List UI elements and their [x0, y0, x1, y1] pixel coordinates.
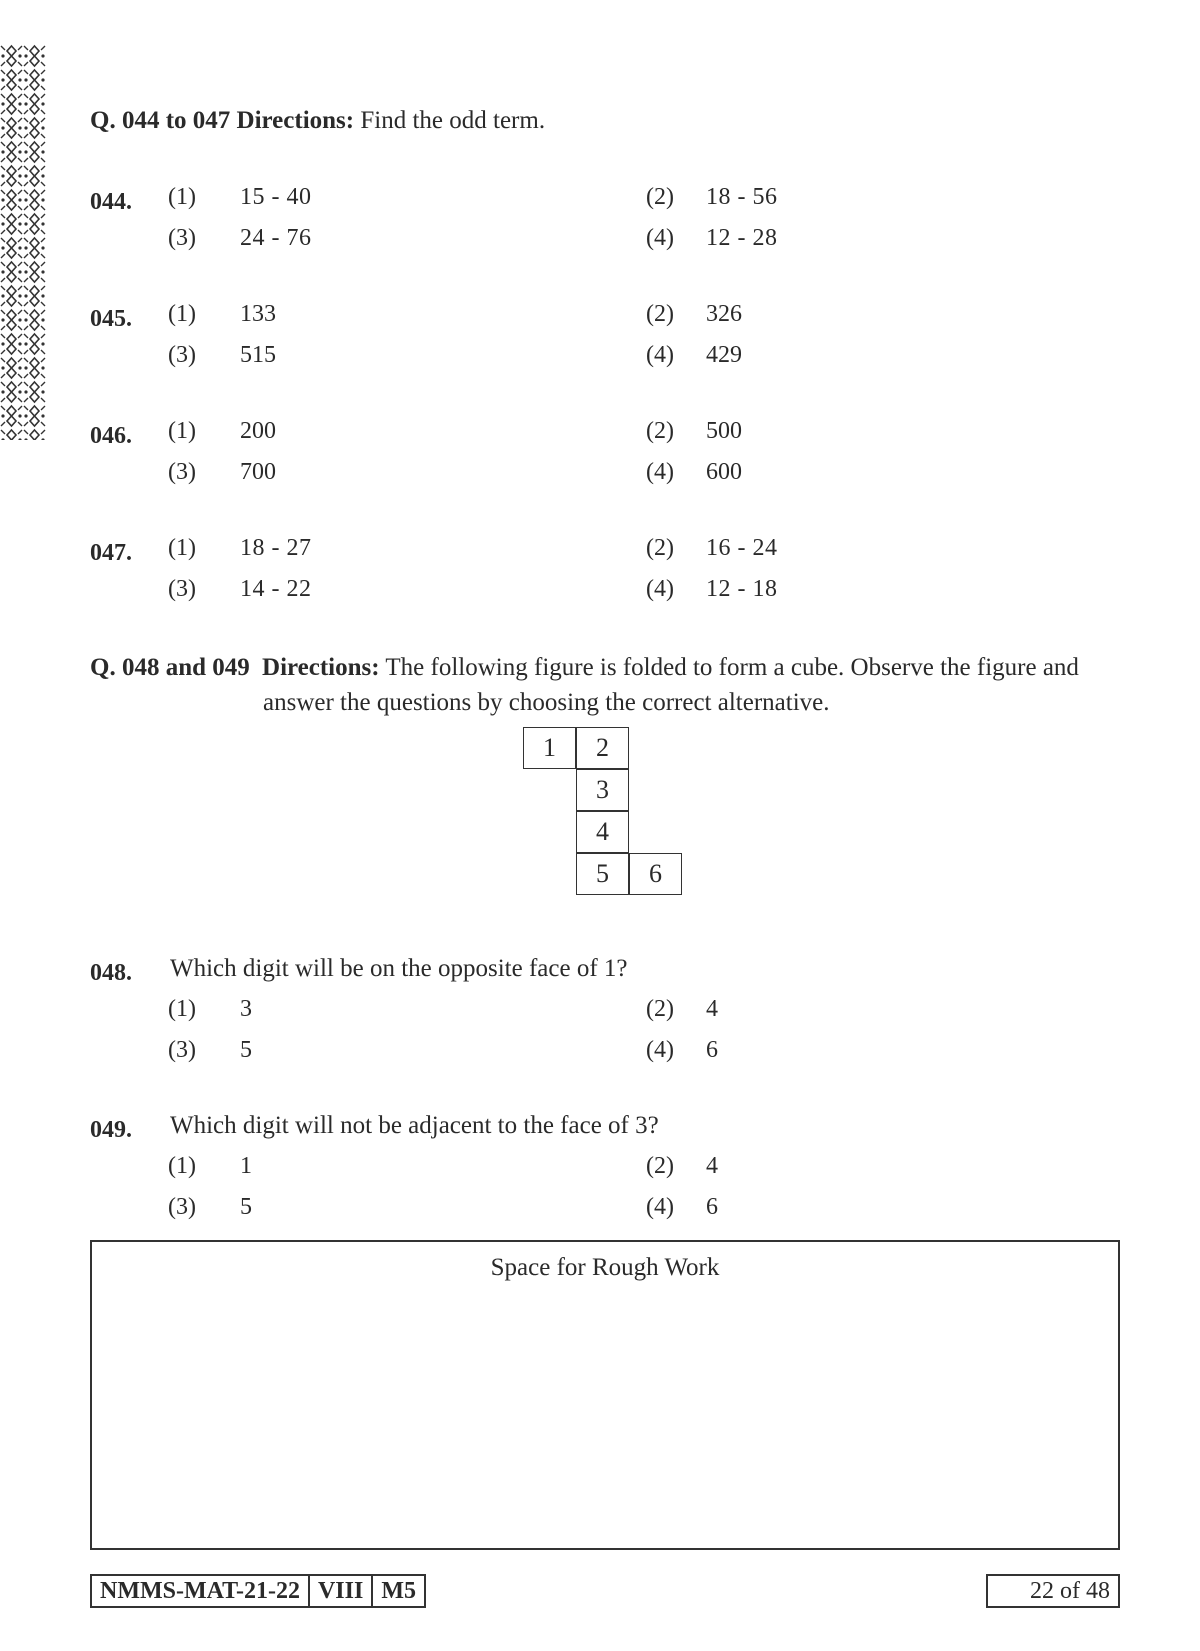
option-label: (1) [168, 301, 196, 327]
option-value: 18 - 27 [240, 535, 312, 561]
option-value: 200 [240, 418, 276, 444]
option-value: 6 [706, 1037, 718, 1063]
option-label: (4) [646, 576, 674, 602]
option-value: 12 - 18 [706, 576, 778, 602]
footer-exam-code: NMMS-MAT-21-22 [100, 1578, 300, 1604]
option-value: 3 [240, 996, 252, 1022]
option-value: 133 [240, 301, 276, 327]
option-value: 326 [706, 301, 742, 327]
directions-range: Q. 044 to 047 [90, 107, 231, 134]
option-label: (4) [646, 225, 674, 251]
directions-text: Find the odd term. [360, 107, 546, 134]
option-label: (2) [646, 301, 674, 327]
section-cube-directions [90, 654, 1079, 682]
option-value: 15 - 40 [240, 184, 312, 210]
option-value: 24 - 76 [240, 225, 312, 251]
option-value: 16 - 24 [706, 535, 778, 561]
section-odd-term-directions [90, 107, 545, 135]
cube-face-1: 1 [523, 727, 576, 769]
footer-class: VIII [308, 1576, 371, 1606]
option-label: (1) [168, 996, 196, 1022]
question-number: 049. [90, 1117, 132, 1143]
question-text: Which digit will be on the opposite face of 1? [170, 955, 628, 982]
option-label: (1) [168, 418, 196, 444]
option-value: 6 [706, 1194, 718, 1220]
option-value: 4 [706, 996, 718, 1022]
question-number: 046. [90, 423, 132, 449]
option-label: (3) [168, 1037, 196, 1063]
question-number: 044. [90, 189, 132, 215]
footer-page-number: 22 of 48 [986, 1574, 1120, 1608]
cube-face-3: 3 [576, 769, 629, 811]
option-value: 1 [240, 1153, 252, 1179]
option-value: 5 [240, 1194, 252, 1220]
rough-work-box [90, 1240, 1120, 1550]
question-number: 048. [90, 960, 132, 986]
option-label: (4) [646, 1194, 674, 1220]
cube-face-4: 4 [576, 811, 629, 853]
option-label: (2) [646, 184, 674, 210]
cube-face-2: 2 [576, 727, 629, 769]
question-text: Which digit will not be adjacent to the face of 3? [170, 1112, 659, 1139]
option-label: (3) [168, 1194, 196, 1220]
directions-text-line-2: answer the questions by choosing the correct alternative. [263, 689, 830, 716]
option-value: 4 [706, 1153, 718, 1179]
decorative-margin-border [0, 44, 46, 440]
option-label: (3) [168, 459, 196, 485]
option-value: 14 - 22 [240, 576, 312, 602]
directions-label: Directions: [236, 107, 355, 134]
option-value: 429 [706, 342, 742, 368]
option-label: (3) [168, 225, 196, 251]
option-label: (2) [646, 1153, 674, 1179]
option-value: 5 [240, 1037, 252, 1063]
rough-work-title: Space for Rough Work [490, 1254, 720, 1281]
option-label: (3) [168, 342, 196, 368]
option-value: 500 [706, 418, 742, 444]
option-label: (2) [646, 535, 674, 561]
footer-paper-code [90, 1574, 426, 1608]
option-value: 700 [240, 459, 276, 485]
option-value: 600 [706, 459, 742, 485]
option-label: (4) [646, 1037, 674, 1063]
question-number: 045. [90, 306, 132, 332]
option-label: (1) [168, 1153, 196, 1179]
option-label: (1) [168, 535, 196, 561]
cube-face-6: 6 [629, 853, 682, 895]
option-label: (4) [646, 459, 674, 485]
directions-label: Directions: [262, 654, 380, 681]
directions-text-line-1: The following figure is folded to form a cube. Observe the figure and [385, 654, 1079, 681]
option-label: (3) [168, 576, 196, 602]
option-value: 12 - 28 [706, 225, 778, 251]
option-value: 18 - 56 [706, 184, 778, 210]
option-value: 515 [240, 342, 276, 368]
option-label: (4) [646, 342, 674, 368]
question-number: 047. [90, 540, 132, 566]
directions-range: Q. 048 and 049 [90, 654, 250, 681]
option-label: (2) [646, 996, 674, 1022]
cube-face-5: 5 [576, 853, 629, 895]
option-label: (1) [168, 184, 196, 210]
option-label: (2) [646, 418, 674, 444]
footer-set: M5 [371, 1576, 424, 1606]
